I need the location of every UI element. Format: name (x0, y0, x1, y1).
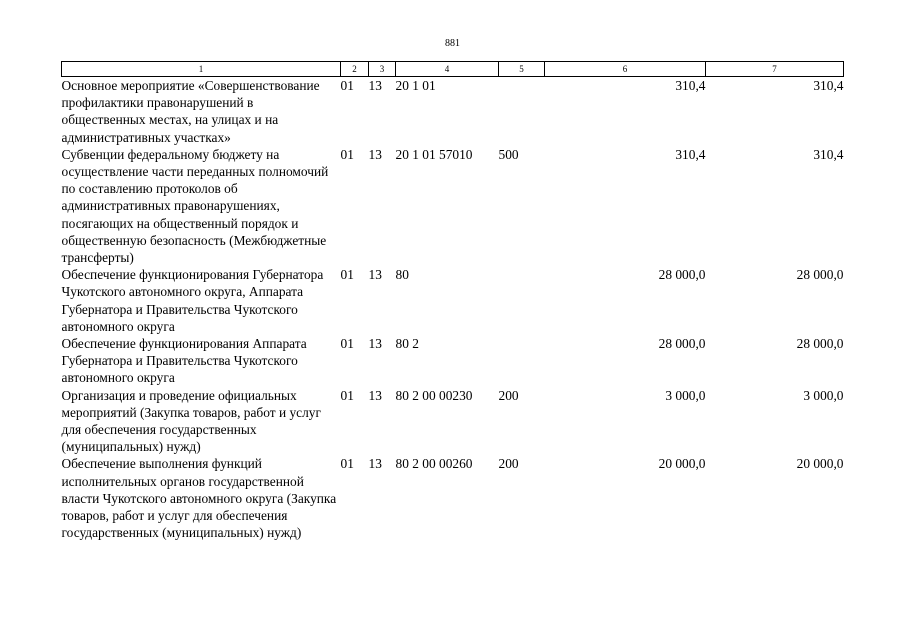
row-expense-kind: 200 (498, 387, 519, 403)
row-name: Основное мероприятие «Совершенствование профилактики правонарушений в общественных местах, на улицах и на административных участках» (61, 78, 320, 145)
table-row (62, 77, 844, 146)
budget-table (61, 61, 844, 541)
row-expense-kind (499, 266, 545, 335)
table-row (62, 146, 844, 266)
column-number-3: 3 (369, 62, 396, 77)
row-amount-1: 28 000,0 (658, 336, 706, 352)
row-section: 01 (340, 146, 354, 162)
row-subsection: 13 (368, 78, 382, 93)
row-amount-1: 20 000,0 (658, 456, 706, 472)
column-number-1: 1 (62, 62, 341, 77)
row-amount-1: 3 000,0 (665, 387, 706, 403)
row-amount-2: 310,4 (813, 146, 844, 162)
row-amount-1: 310,4 (675, 146, 706, 162)
row-target-code: 20 1 01 57010 (395, 146, 473, 162)
row-amount-2: 28 000,0 (796, 336, 844, 352)
table-row (62, 387, 844, 456)
row-name: Организация и проведение официальных мероприятий (Закупка товаров, работ и услуг для обеспечения государственных (муниципальных) нужд) (61, 387, 321, 455)
column-number-6: 6 (545, 62, 706, 77)
row-expense-kind (499, 335, 545, 387)
column-number-5: 5 (499, 62, 545, 77)
row-subsection: 13 (368, 336, 382, 352)
column-number-2: 2 (341, 62, 369, 77)
row-amount-2: 28 000,0 (796, 267, 844, 283)
row-subsection: 13 (368, 146, 382, 162)
row-name: Обеспечение выполнения функций исполнительных органов государственной власти Чукотского автономного округа (Закупка товаров, работ и услуг для обеспечения государственных (муниципальных) нужд) (61, 456, 337, 541)
row-expense-kind: 500 (498, 146, 519, 162)
row-amount-2: 20 000,0 (796, 456, 844, 472)
row-target-code: 80 2 00 00230 (395, 387, 473, 403)
row-section: 01 (340, 387, 354, 403)
row-subsection: 13 (368, 267, 382, 283)
row-section: 01 (340, 456, 354, 472)
row-amount-1: 310,4 (675, 78, 706, 93)
table-row (62, 335, 844, 387)
row-expense-kind: 200 (498, 456, 519, 472)
row-section: 01 (340, 267, 354, 283)
column-number-7: 7 (706, 62, 844, 77)
row-amount-1: 28 000,0 (658, 267, 706, 283)
row-subsection: 13 (368, 456, 382, 472)
row-amount-2: 3 000,0 (803, 387, 844, 403)
table-body (62, 77, 844, 542)
row-target-code: 20 1 01 (395, 78, 436, 93)
row-target-code: 80 2 00 00260 (395, 456, 473, 472)
header-row (62, 62, 844, 77)
column-number-4: 4 (396, 62, 499, 77)
table-row (62, 455, 844, 541)
row-target-code: 80 2 (395, 336, 419, 352)
row-name: Субвенции федеральному бюджету на осуществление части переданных полномочий по составлению протоколов об административных правонарушениях, посягающих на общественный порядок и общественную безопасность (Межбюджетные трансферты) (61, 146, 329, 266)
row-name: Обеспечение функционирования Аппарата Губернатора и Правительства Чукотского автономного округа (61, 336, 307, 386)
row-name: Обеспечение функционирования Губернатора Чукотского автономного округа, Аппарата Губернатора и Правительства Чукотского автономного округа (61, 267, 324, 334)
row-section: 01 (340, 78, 354, 93)
table-row (62, 266, 844, 335)
row-target-code: 80 (395, 267, 409, 283)
row-section: 01 (340, 336, 354, 352)
table-header (62, 62, 844, 77)
row-amount-2: 310,4 (813, 78, 844, 93)
row-subsection: 13 (368, 387, 382, 403)
page-number: 881 (445, 38, 460, 49)
row-expense-kind (499, 77, 545, 146)
